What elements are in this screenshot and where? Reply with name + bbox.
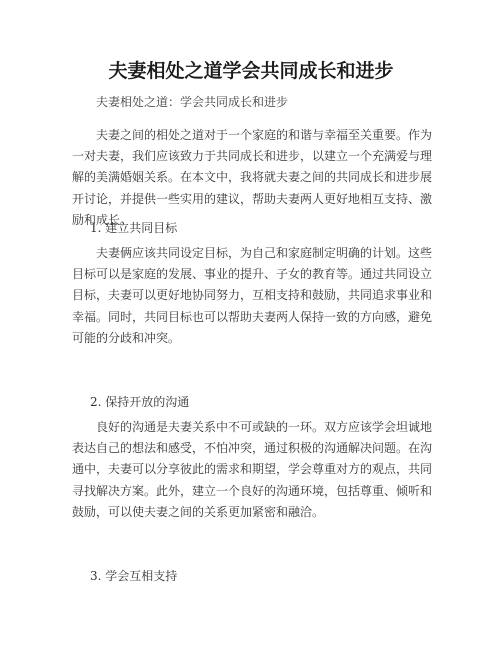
section-heading-3: 3. 学会互相支持 — [90, 569, 178, 583]
section-heading-2: 2. 保持开放的沟通 — [90, 395, 190, 409]
section-body-1: 夫妻俩应该共同设定目标，为自己和家庭制定明确的计划。这些目标可以是家庭的发展、事业的提升、子女的教育等。通过共同设立目标，夫妻可以更好地协同努力，互相支持和鼓励，共同追求事业和幸福。同时，共同目标也可以帮助夫妻两人保持一致的方向感，避免可能的分歧和冲突。 — [72, 246, 433, 345]
section-body-2: 良好的沟通是夫妻关系中不可或缺的一环。双方应该学会坦诚地表达自己的想法和感受，不怕冲突，通过积极的沟通解决问题。在沟通中，夫妻可以分享彼此的需求和期望，学会尊重对方的观点，共同寻找解决方案。此外，建立一个良好的沟通环境，包括尊重、倾听和鼓励，可以使夫妻之间的关系更加紧密和融洽。 — [72, 420, 433, 519]
document-title: 夫妻相处之道学会共同成长和进步 — [108, 60, 394, 82]
intro-paragraph: 夫妻之间的相处之道对于一个家庭的和谐与幸福至关重要。作为一对夫妻，我们应该致力于共同成长和进步，以建立一个充满爱与理解的美满婚姻关系。在本文中，我将就夫妻之间的共同成长和进步展开讨论，并提供一些实用的建议，帮助夫妻两人更好地相互支持、激励和成长。 — [72, 128, 433, 227]
document-subtitle: 夫妻相处之道：学会共同成长和进步 — [96, 95, 289, 109]
section-heading-1: 1. 建立共同目标 — [90, 221, 178, 235]
